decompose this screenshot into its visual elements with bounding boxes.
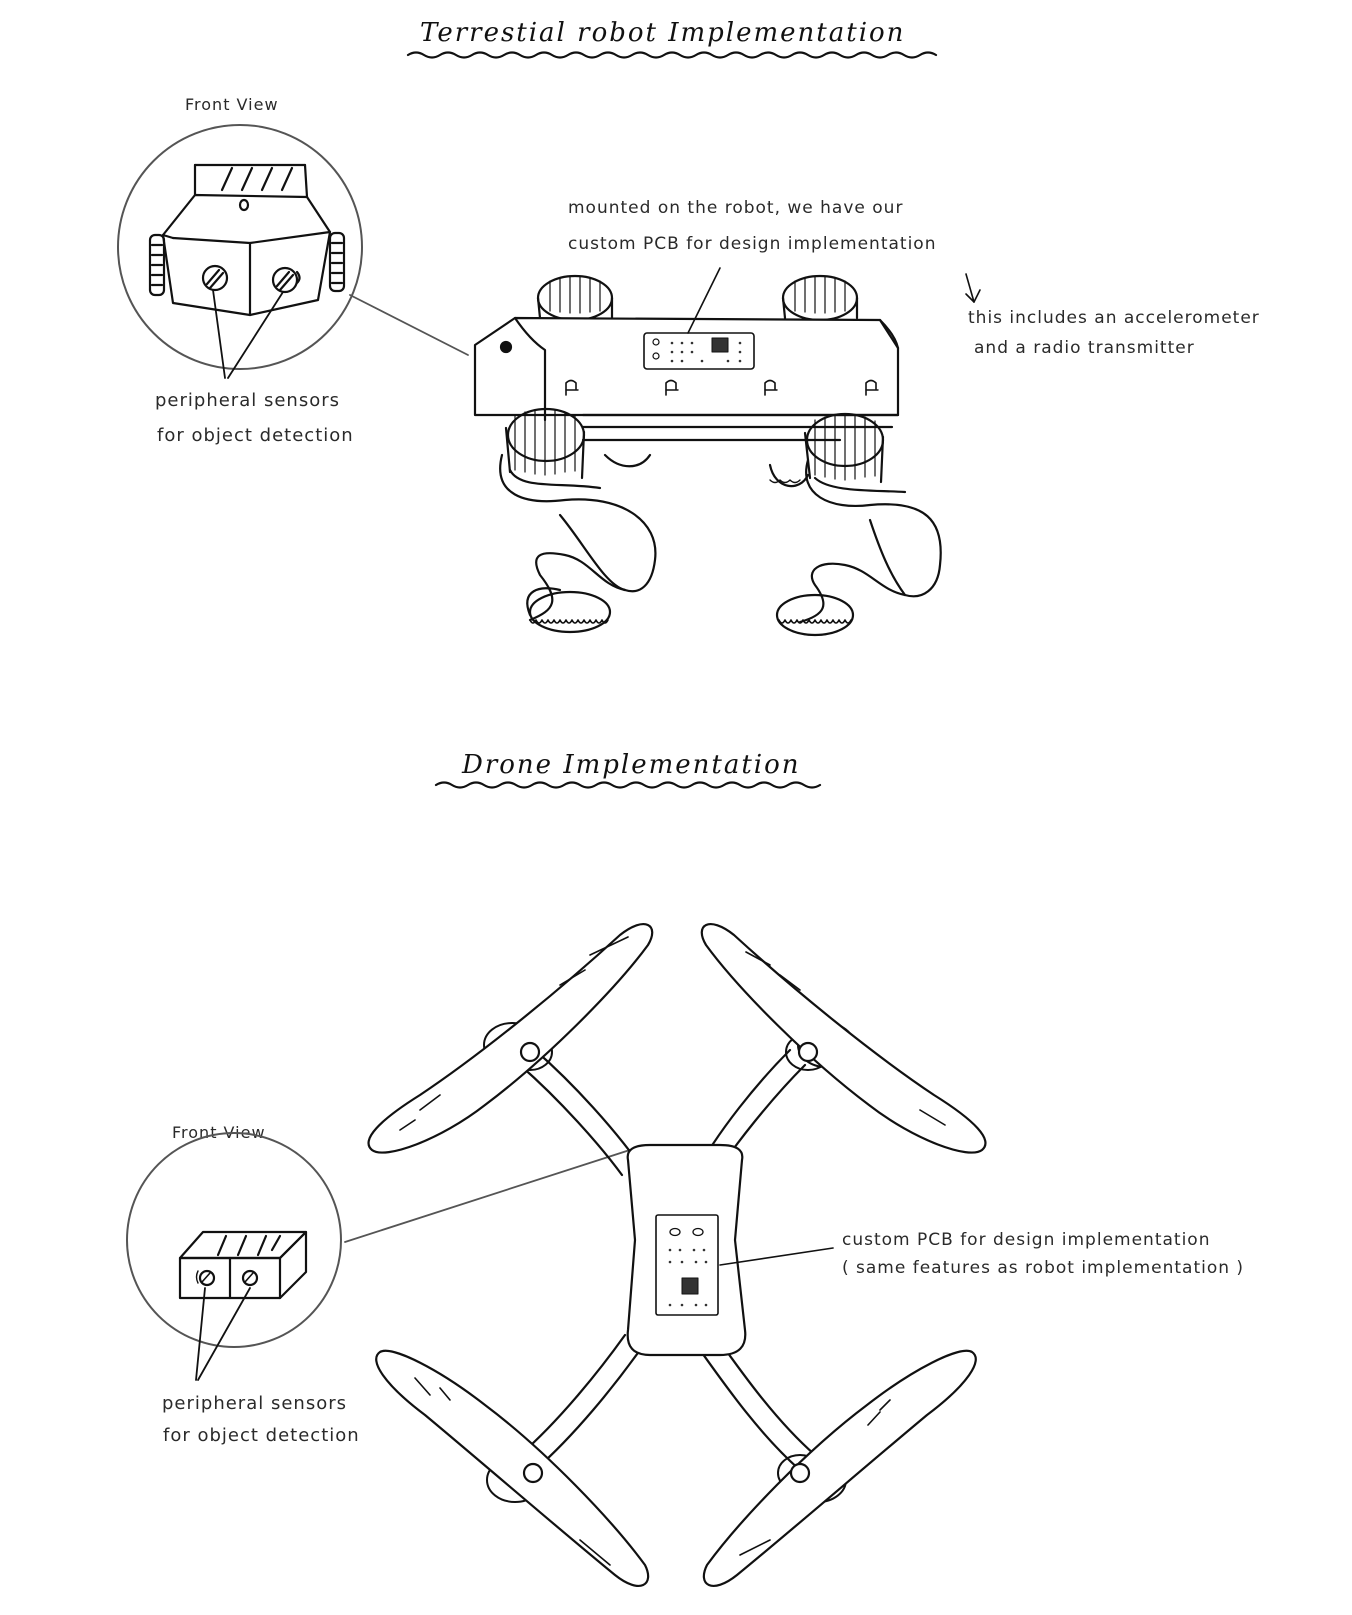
robot-drawing — [475, 268, 941, 635]
robot-section-title: Terrestial robot Implementation — [420, 18, 906, 48]
sensor-icon — [243, 1271, 257, 1285]
propeller-icon — [376, 1351, 648, 1586]
robot-features-note-line1: this includes an accelerometer — [968, 308, 1260, 328]
sensor-icon — [203, 266, 227, 290]
down-arrow-icon — [966, 274, 980, 302]
robot-title-underline — [408, 53, 936, 58]
drone-pcb-note-line2: ( same features as robot implementation ) — [842, 1258, 1245, 1278]
propeller-icon — [704, 1351, 976, 1586]
robot-connector-line — [350, 295, 468, 355]
wheel-icon — [783, 276, 857, 320]
robot-front-view-label: Front View — [185, 95, 279, 114]
wheel-icon — [805, 414, 883, 482]
sensor-icon — [200, 1271, 214, 1285]
propeller-icon — [369, 924, 653, 1152]
robot-sensors-label-line2: for object detection — [157, 425, 354, 446]
wheel-icon — [538, 276, 612, 320]
drone-drawing — [369, 924, 986, 1586]
drone-sensors-label-line2: for object detection — [163, 1425, 360, 1446]
drone-sensors-label-line1: peripheral sensors — [162, 1393, 347, 1414]
robot-pcb-note-line1: mounted on the robot, we have our — [568, 198, 904, 218]
propeller-icon — [702, 924, 986, 1152]
drone-front-view-label: Front View — [172, 1123, 266, 1142]
robot-features-note-line2: and a radio transmitter — [974, 338, 1195, 358]
drone-front-view-circle — [127, 1133, 341, 1380]
drone-section-title: Drone Implementation — [462, 750, 801, 780]
robot-pcb-note-line2: custom PCB for design implementation — [568, 234, 937, 254]
robot-sensors-label-line1: peripheral sensors — [155, 390, 340, 411]
drone-title-underline — [436, 783, 820, 788]
sensor-icon — [273, 268, 297, 292]
wheel-icon — [506, 409, 584, 478]
robot-front-view-circle — [118, 125, 362, 378]
drone-pcb-note-line1: custom PCB for design implementation — [842, 1230, 1211, 1250]
drone-connector-line — [345, 1148, 636, 1242]
